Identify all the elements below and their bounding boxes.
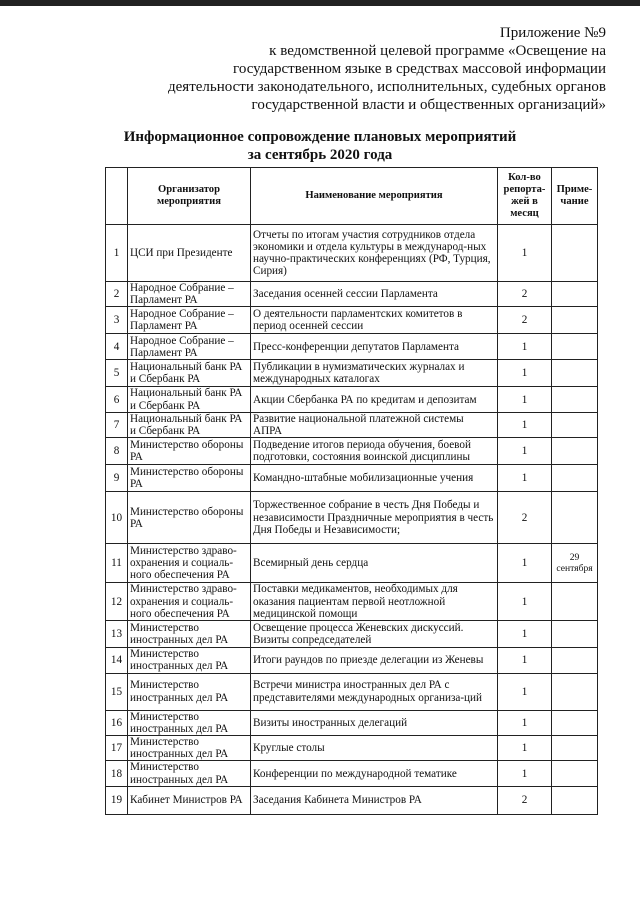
event-cell: Поставки медикаментов, необходимых для оказания пациентам первой неотложной медицинской помощи <box>251 583 498 621</box>
note-cell <box>552 673 598 710</box>
report-count-cell: 1 <box>498 438 552 465</box>
note-cell <box>552 360 598 387</box>
event-cell: О деятельности парламентских комитетов в период осенней сессии <box>251 307 498 334</box>
note-cell: 29 сентября <box>552 544 598 583</box>
table-row <box>106 761 598 786</box>
table-row <box>106 225 598 282</box>
event-cell: Торжественное собрание в честь Дня Победы и независимости Праздничные мероприятия в честь Дня Победы и Независимости; <box>251 492 498 544</box>
report-count-cell: 1 <box>498 736 552 761</box>
table-row <box>106 282 598 307</box>
report-count-cell: 1 <box>498 360 552 387</box>
row-number-cell: 8 <box>106 438 128 465</box>
table-row <box>106 710 598 735</box>
event-cell: Встречи министра иностранных дел РА с представителями международных организа-ций <box>251 673 498 710</box>
table-row <box>106 465 598 492</box>
organizer-cell: Национальный банк РА и Сбербанк РА <box>128 387 251 412</box>
note-cell <box>552 736 598 761</box>
organizer-cell: Народное Собрание – Парламент РА <box>128 282 251 307</box>
report-count-cell: 1 <box>498 648 552 673</box>
table-row <box>106 736 598 761</box>
organizer-cell: Национальный банк РА и Сбербанк РА <box>128 360 251 387</box>
note-cell <box>552 583 598 621</box>
note-cell <box>552 492 598 544</box>
header-number <box>106 168 128 225</box>
table-row <box>106 438 598 465</box>
event-cell: Круглые столы <box>251 736 498 761</box>
note-cell <box>552 334 598 360</box>
event-cell: Заседания Кабинета Министров РА <box>251 786 498 814</box>
header-event: Наименование мероприятия <box>251 168 498 225</box>
row-number-cell: 11 <box>106 544 128 583</box>
event-cell: Пресс-конференции депутатов Парламента <box>251 334 498 360</box>
event-cell: Итоги раундов по приезде делегации из Женевы <box>251 648 498 673</box>
document-title-line1: Информационное сопровождение плановых мероприятий <box>123 129 517 145</box>
report-count-cell: 1 <box>498 412 552 437</box>
note-cell <box>552 465 598 492</box>
row-number-cell: 4 <box>106 334 128 360</box>
organizer-cell: Национальный банк РА и Сбербанк РА <box>128 412 251 437</box>
organizer-cell: Министерство иностранных дел РА <box>128 673 251 710</box>
table-row <box>106 334 598 360</box>
header-organizer: Организатор мероприятия <box>128 168 251 225</box>
table-row <box>106 360 598 387</box>
note-cell <box>552 438 598 465</box>
table-row <box>106 786 598 814</box>
organizer-cell: Министерство обороны РА <box>128 492 251 544</box>
row-number-cell: 19 <box>106 786 128 814</box>
organizer-cell: Министерство иностранных дел РА <box>128 621 251 648</box>
organizer-cell: Министерство иностранных дел РА <box>128 761 251 786</box>
table-row <box>106 492 598 544</box>
table-row <box>106 544 598 583</box>
organizer-cell: Народное Собрание – Парламент РА <box>128 334 251 360</box>
report-count-cell: 2 <box>498 492 552 544</box>
report-count-cell: 2 <box>498 786 552 814</box>
table-row <box>106 583 598 621</box>
row-number-cell: 6 <box>106 387 128 412</box>
note-cell <box>552 412 598 437</box>
row-number-cell: 15 <box>106 673 128 710</box>
report-count-cell: 1 <box>498 225 552 282</box>
row-number-cell: 10 <box>106 492 128 544</box>
organizer-cell: Министерство иностранных дел РА <box>128 736 251 761</box>
event-cell: Освещение процесса Женевских дискуссий. Визиты сопредседателей <box>251 621 498 648</box>
report-count-cell: 1 <box>498 673 552 710</box>
appendix-line: государственном языке в средствах массовой информации <box>233 61 606 77</box>
note-cell <box>552 761 598 786</box>
organizer-cell: Министерство иностранных дел РА <box>128 710 251 735</box>
organizer-cell: Министерство здраво-охранения и социаль-ного обеспечения РА <box>128 583 251 621</box>
document-title-line2: за сентябрь 2020 года <box>247 147 393 163</box>
table-row <box>106 621 598 648</box>
row-number-cell: 7 <box>106 412 128 437</box>
row-number-cell: 5 <box>106 360 128 387</box>
row-number-cell: 1 <box>106 225 128 282</box>
row-number-cell: 13 <box>106 621 128 648</box>
note-cell <box>552 786 598 814</box>
note-cell <box>552 307 598 334</box>
report-count-cell: 1 <box>498 710 552 735</box>
organizer-cell: Министерство обороны РА <box>128 465 251 492</box>
report-count-cell: 2 <box>498 282 552 307</box>
header-note: Приме-чание <box>552 168 598 225</box>
organizer-cell: Министерство обороны РА <box>128 438 251 465</box>
row-number-cell: 14 <box>106 648 128 673</box>
report-count-cell: 1 <box>498 761 552 786</box>
note-cell <box>552 621 598 648</box>
row-number-cell: 12 <box>106 583 128 621</box>
event-cell: Акции Сбербанка РА по кредитам и депозитам <box>251 387 498 412</box>
event-cell: Подведение итогов периода обучения, боевой подготовки, состояния воинской дисциплины <box>251 438 498 465</box>
event-cell: Развитие национальной платежной системы АПРА <box>251 412 498 437</box>
report-count-cell: 1 <box>498 387 552 412</box>
event-cell: Командно-штабные мобилизационные учения <box>251 465 498 492</box>
event-cell: Визиты иностранных делегаций <box>251 710 498 735</box>
header-count: Кол-во репорта-жей в месяц <box>498 168 552 225</box>
organizer-cell: Министерство иностранных дел РА <box>128 648 251 673</box>
note-cell <box>552 710 598 735</box>
table-row <box>106 387 598 412</box>
event-cell: Отчеты по итогам участия сотрудников отдела экономики и отдела культуры в международ-ных научно-практических конференциях (РФ, Турция, Сирия) <box>251 225 498 282</box>
note-cell <box>552 225 598 282</box>
organizer-cell: Министерство здраво-охранения и социаль-ного обеспечения РА <box>128 544 251 583</box>
report-count-cell: 2 <box>498 307 552 334</box>
organizer-cell: Народное Собрание – Парламент РА <box>128 307 251 334</box>
event-cell: Всемирный день сердца <box>251 544 498 583</box>
appendix-header <box>146 24 606 114</box>
row-number-cell: 18 <box>106 761 128 786</box>
row-number-cell: 2 <box>106 282 128 307</box>
report-count-cell: 1 <box>498 621 552 648</box>
document-title <box>0 128 640 164</box>
scan-top-border <box>0 0 640 6</box>
event-cell: Заседания осенней сессии Парламента <box>251 282 498 307</box>
appendix-line: государственной власти и общественных организаций» <box>251 97 606 113</box>
events-table <box>105 167 598 815</box>
note-cell <box>552 648 598 673</box>
row-number-cell: 16 <box>106 710 128 735</box>
note-cell <box>552 282 598 307</box>
report-count-cell: 1 <box>498 465 552 492</box>
event-cell: Конференции по международной тематике <box>251 761 498 786</box>
table-header-row <box>106 168 598 225</box>
appendix-line: деятельности законодательного, исполнительных, судебных органов <box>168 79 606 95</box>
table-row <box>106 307 598 334</box>
row-number-cell: 17 <box>106 736 128 761</box>
appendix-title: Приложение №9 <box>499 25 606 41</box>
row-number-cell: 9 <box>106 465 128 492</box>
organizer-cell: Кабинет Министров РА <box>128 786 251 814</box>
appendix-line: к ведомственной целевой программе «Освещение на <box>269 43 606 59</box>
organizer-cell: ЦСИ при Президенте <box>128 225 251 282</box>
table-row <box>106 648 598 673</box>
row-number-cell: 3 <box>106 307 128 334</box>
report-count-cell: 1 <box>498 583 552 621</box>
report-count-cell: 1 <box>498 544 552 583</box>
report-count-cell: 1 <box>498 334 552 360</box>
event-cell: Публикации в нумизматических журналах и международных каталогах <box>251 360 498 387</box>
table-row <box>106 673 598 710</box>
table-row <box>106 412 598 437</box>
note-cell <box>552 387 598 412</box>
